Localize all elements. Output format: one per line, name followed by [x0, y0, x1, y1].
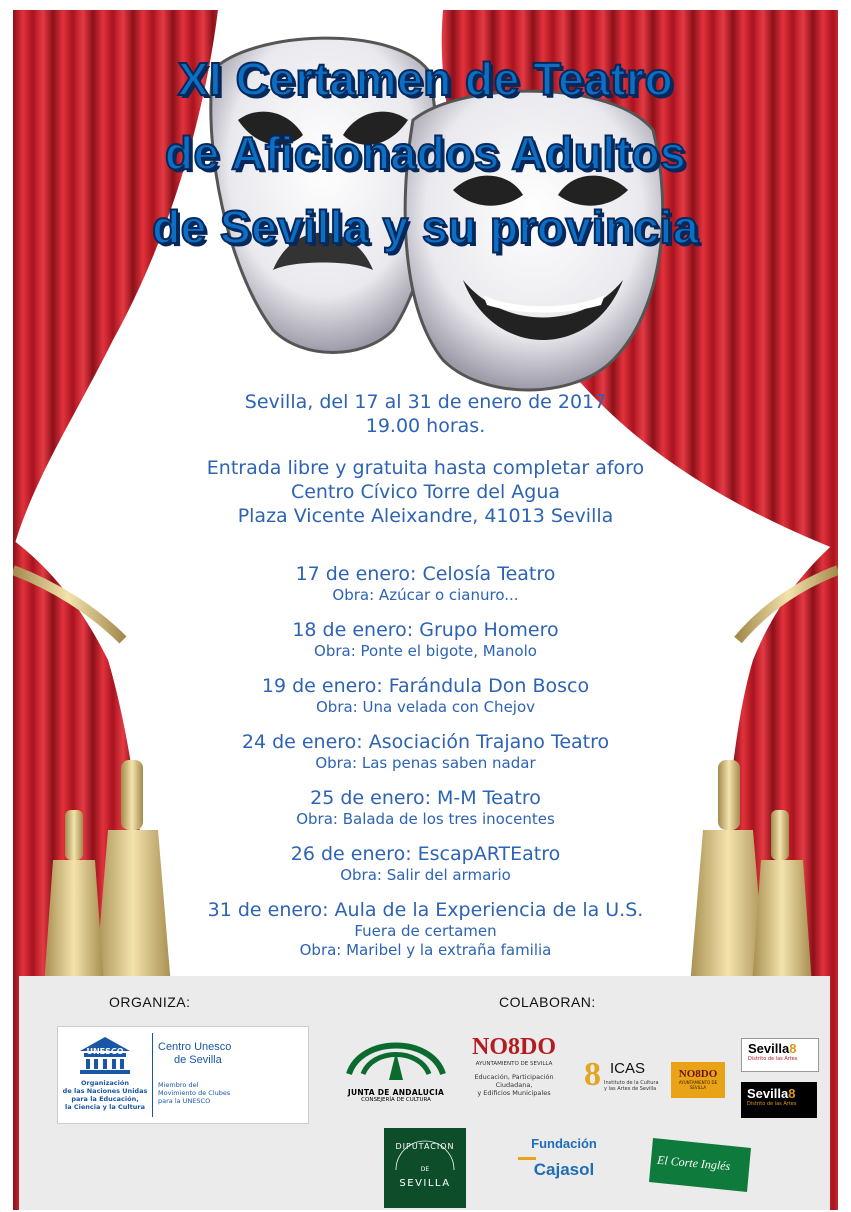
poster [13, 10, 838, 1210]
schedule-day: 25 de enero: M-M Teatro [310, 787, 541, 809]
schedule-play: Obra: Ponte el bigote, Manolo [314, 642, 537, 660]
event-details [13, 390, 838, 528]
schedule-play: Obra: Maribel y la extraña familia [299, 941, 552, 959]
event-dates: Sevilla, del 17 al 31 de enero de 2017 [244, 391, 607, 413]
ayuntamiento-gold-logo: NO8DO AYUNTAMIENTO DE SEVILLA [671, 1062, 725, 1098]
schedule-play: Obra: Las penas saben nadar [315, 754, 536, 772]
schedule-play: Obra: Balada de los tres inocentes [296, 810, 555, 828]
schedule-play: Obra: Una velada con Chejov [315, 698, 536, 716]
event-time: 19.00 horas. [365, 415, 486, 437]
icas-logo: 8 ICAS Instituto de la Cultura y las Artes de Sevilla [584, 1054, 664, 1106]
sponsors-footer [19, 976, 830, 1210]
schedule-item [13, 786, 838, 829]
schedule-day: 17 de enero: Celosía Teatro [295, 563, 556, 585]
colaboran-label: COLABORAN: [499, 994, 596, 1010]
event-address: Plaza Vicente Aleixandre, 41013 Sevilla [237, 505, 614, 527]
title-line-1: XI Certamen de Teatro [177, 53, 674, 105]
diputacion-logo: DIPUTACION DE SEVILLA [384, 1128, 466, 1208]
event-venue: Centro Cívico Torre del Agua [290, 481, 561, 503]
icas-eight-icon: 8 [584, 1056, 601, 1093]
sevilla-distrito-logo-dark: Sevilla8 Distrito de las Artes [741, 1082, 817, 1118]
title-line-3: de Sevilla y su provincia [152, 201, 699, 253]
schedule-day: 26 de enero: EscapARTEatro [290, 843, 561, 865]
schedule-day: 18 de enero: Grupo Homero [292, 619, 559, 641]
cajasol-logo: Fundación Cajasol [514, 1136, 614, 1196]
organiza-label: ORGANIZA: [109, 994, 191, 1010]
el-corte-ingles-logo: El Corte Inglés [647, 1134, 757, 1196]
poster-title [13, 42, 838, 264]
title-line-2: de Aficionados Adultos [164, 127, 687, 179]
schedule-day: 31 de enero: Aula de la Experiencia de la U.S. [207, 899, 644, 921]
schedule-day: 19 de enero: Farándula Don Bosco [261, 675, 590, 697]
sevilla-distrito-logo-light: Sevilla8 Distrito de las Artes [741, 1038, 819, 1072]
schedule-item [13, 730, 838, 773]
schedule-item [13, 618, 838, 661]
schedule-note: Fuera de certamen [354, 922, 497, 940]
schedule-list [13, 562, 838, 960]
schedule-play: Obra: Azúcar o cianuro... [332, 586, 519, 604]
schedule-day: 24 de enero: Asociación Trajano Teatro [241, 731, 610, 753]
schedule-item [13, 674, 838, 717]
event-entry: Entrada libre y gratuita hasta completar aforo [206, 457, 645, 479]
schedule-item [13, 562, 838, 605]
ayuntamiento-logo: NO8DO AYUNTAMIENTO DE SEVILLA Educación, Participación Ciudadana, y Edificios Municipales [459, 1034, 569, 1124]
schedule-item [13, 898, 838, 960]
unesco-logo: UNESCO Organización de las Naciones Unidas para la Educación, la Ciencia y la Cultura Centro Unesco de Sevilla Miembro del Movimiento de Clubes para la UNESCO [57, 1026, 309, 1124]
schedule-item [13, 842, 838, 885]
junta-emblem-icon [341, 1026, 451, 1084]
junta-andalucia-logo: JUNTA DE ANDALUCIA CONSEJERÍA DE CULTURA [341, 1026, 451, 1106]
schedule-play: Obra: Salir del armario [340, 866, 511, 884]
